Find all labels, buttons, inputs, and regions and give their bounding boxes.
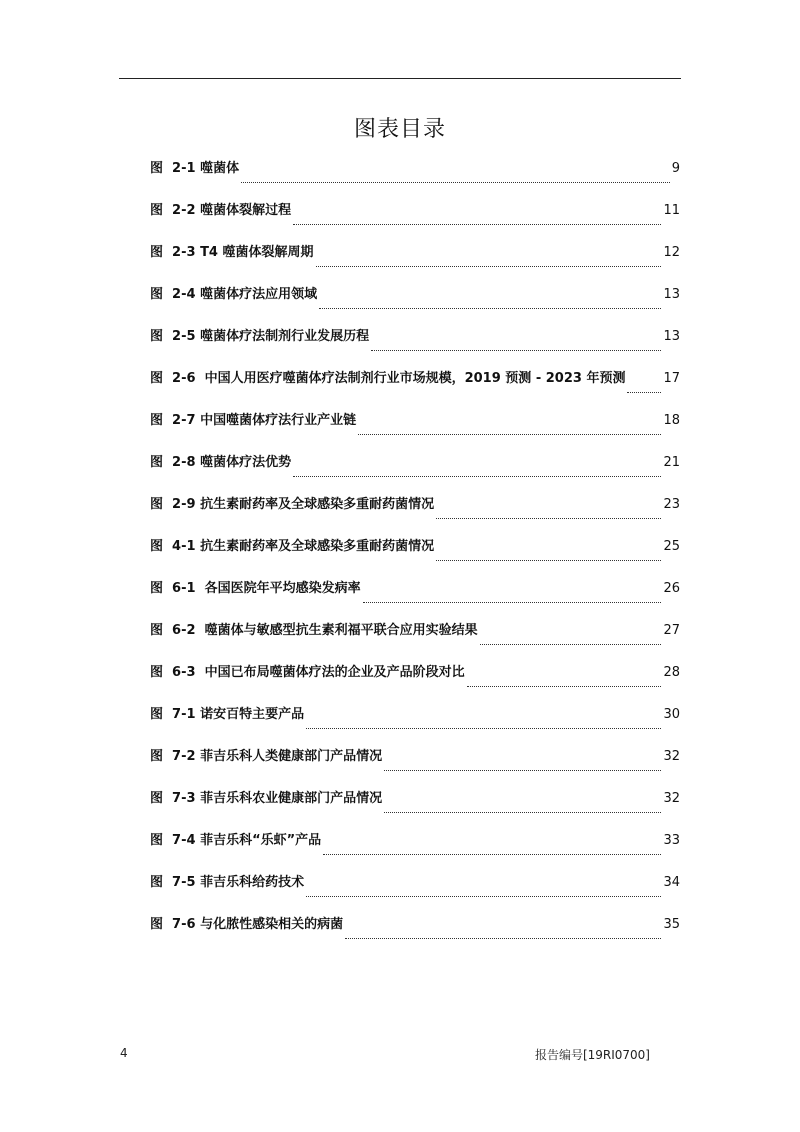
figure-list bbox=[150, 157, 680, 955]
dot-leader bbox=[371, 349, 661, 351]
toc-entry-page: 11 bbox=[663, 203, 680, 218]
toc-entry-label: 图 2-8 噬菌体疗法优势 bbox=[150, 455, 292, 470]
toc-entry[interactable] bbox=[150, 913, 680, 955]
dot-leader bbox=[363, 601, 662, 603]
toc-entry-label: 图 7-6 与化脓性感染相关的病菌 bbox=[150, 917, 344, 932]
toc-entry-page: 25 bbox=[663, 539, 680, 554]
toc-entry[interactable] bbox=[150, 241, 680, 283]
toc-entry-page: 17 bbox=[663, 371, 680, 386]
toc-entry[interactable] bbox=[150, 325, 680, 367]
toc-entry-label: 图 7-2 菲吉乐科人类健康部门产品情况 bbox=[150, 749, 383, 764]
footer-report-number: 报告编号[19RI0700] bbox=[534, 1048, 650, 1062]
dot-leader bbox=[316, 265, 662, 267]
toc-entry[interactable] bbox=[150, 829, 680, 871]
toc-entry-label: 图 2-9 抗生素耐药率及全球感染多重耐药菌情况 bbox=[150, 497, 435, 512]
toc-entry-label: 图 6-2 噬菌体与敏感型抗生素利福平联合应用实验结果 bbox=[150, 623, 478, 638]
toc-entry[interactable] bbox=[150, 409, 680, 451]
toc-entry-page: 35 bbox=[663, 917, 680, 932]
toc-entry-page: 28 bbox=[663, 665, 680, 680]
dot-leader bbox=[293, 223, 661, 225]
dot-leader bbox=[627, 391, 661, 393]
toc-entry[interactable] bbox=[150, 493, 680, 535]
toc-entry-label: 图 2-3 T4 噬菌体裂解周期 bbox=[150, 245, 314, 260]
dot-leader bbox=[319, 307, 661, 309]
dot-leader bbox=[467, 685, 662, 687]
toc-entry-page: 18 bbox=[663, 413, 680, 428]
toc-entry[interactable] bbox=[150, 535, 680, 577]
toc-entry[interactable] bbox=[150, 703, 680, 745]
toc-entry-page: 13 bbox=[663, 287, 680, 302]
toc-entry[interactable] bbox=[150, 787, 680, 829]
toc-entry[interactable] bbox=[150, 661, 680, 703]
toc-entry-page: 23 bbox=[663, 497, 680, 512]
dot-leader bbox=[358, 433, 661, 435]
dot-leader bbox=[293, 475, 661, 477]
toc-entry[interactable] bbox=[150, 451, 680, 493]
toc-entry-label: 图 2-4 噬菌体疗法应用领域 bbox=[150, 287, 318, 302]
dot-leader bbox=[306, 727, 661, 729]
toc-entry-page: 32 bbox=[663, 749, 680, 764]
toc-entry-page: 32 bbox=[663, 791, 680, 806]
toc-entry-page: 34 bbox=[663, 875, 680, 890]
dot-leader bbox=[436, 559, 661, 561]
toc-entry-page: 30 bbox=[663, 707, 680, 722]
toc-entry-label: 图 7-3 菲吉乐科农业健康部门产品情况 bbox=[150, 791, 383, 806]
toc-entry[interactable] bbox=[150, 619, 680, 661]
toc-entry-page: 21 bbox=[663, 455, 680, 470]
toc-entry[interactable] bbox=[150, 157, 680, 199]
page-title: 图表目录 bbox=[353, 117, 446, 142]
footer-page-number: 4 bbox=[120, 1046, 128, 1060]
dot-leader bbox=[241, 181, 670, 183]
toc-entry-label: 图 7-1 诺安百特主要产品 bbox=[150, 707, 305, 722]
toc-entry-page: 12 bbox=[663, 245, 680, 260]
toc-entry-page: 13 bbox=[663, 329, 680, 344]
dot-leader bbox=[323, 853, 661, 855]
toc-entry-label: 图 2-2 噬菌体裂解过程 bbox=[150, 203, 292, 218]
toc-entry[interactable] bbox=[150, 745, 680, 787]
dot-leader bbox=[384, 769, 661, 771]
dot-leader bbox=[384, 811, 661, 813]
dot-leader bbox=[306, 895, 661, 897]
toc-entry-label: 图 7-5 菲吉乐科给药技术 bbox=[150, 875, 305, 890]
header-rule bbox=[119, 78, 681, 79]
toc-entry-label: 图 7-4 菲吉乐科“乐虾”产品 bbox=[150, 833, 322, 848]
dot-leader bbox=[436, 517, 661, 519]
toc-entry-page: 27 bbox=[663, 623, 680, 638]
toc-entry-page: 9 bbox=[671, 161, 680, 176]
toc-entry-page: 33 bbox=[663, 833, 680, 848]
toc-entry-label: 图 6-1 各国医院年平均感染发病率 bbox=[150, 581, 361, 596]
toc-entry[interactable] bbox=[150, 283, 680, 325]
toc-entry[interactable] bbox=[150, 199, 680, 241]
dot-leader bbox=[345, 937, 661, 939]
toc-entry-label: 图 2-1 噬菌体 bbox=[150, 161, 240, 176]
toc-entry-label: 图 2-7 中国噬菌体疗法行业产业链 bbox=[150, 413, 357, 428]
toc-entry-label: 图 2-6 中国人用医疗噬菌体疗法制剂行业市场规模，2019 预测 - 2023 年预测 bbox=[150, 371, 626, 386]
toc-entry-label: 图 6-3 中国已布局噬菌体疗法的企业及产品阶段对比 bbox=[150, 665, 465, 680]
dot-leader bbox=[480, 643, 662, 645]
toc-entry[interactable] bbox=[150, 871, 680, 913]
toc-entry-label: 图 2-5 噬菌体疗法制剂行业发展历程 bbox=[150, 329, 370, 344]
toc-entry[interactable] bbox=[150, 577, 680, 619]
toc-entry[interactable] bbox=[150, 367, 680, 409]
toc-entry-label: 图 4-1 抗生素耐药率及全球感染多重耐药菌情况 bbox=[150, 539, 435, 554]
toc-entry-page: 26 bbox=[663, 581, 680, 596]
